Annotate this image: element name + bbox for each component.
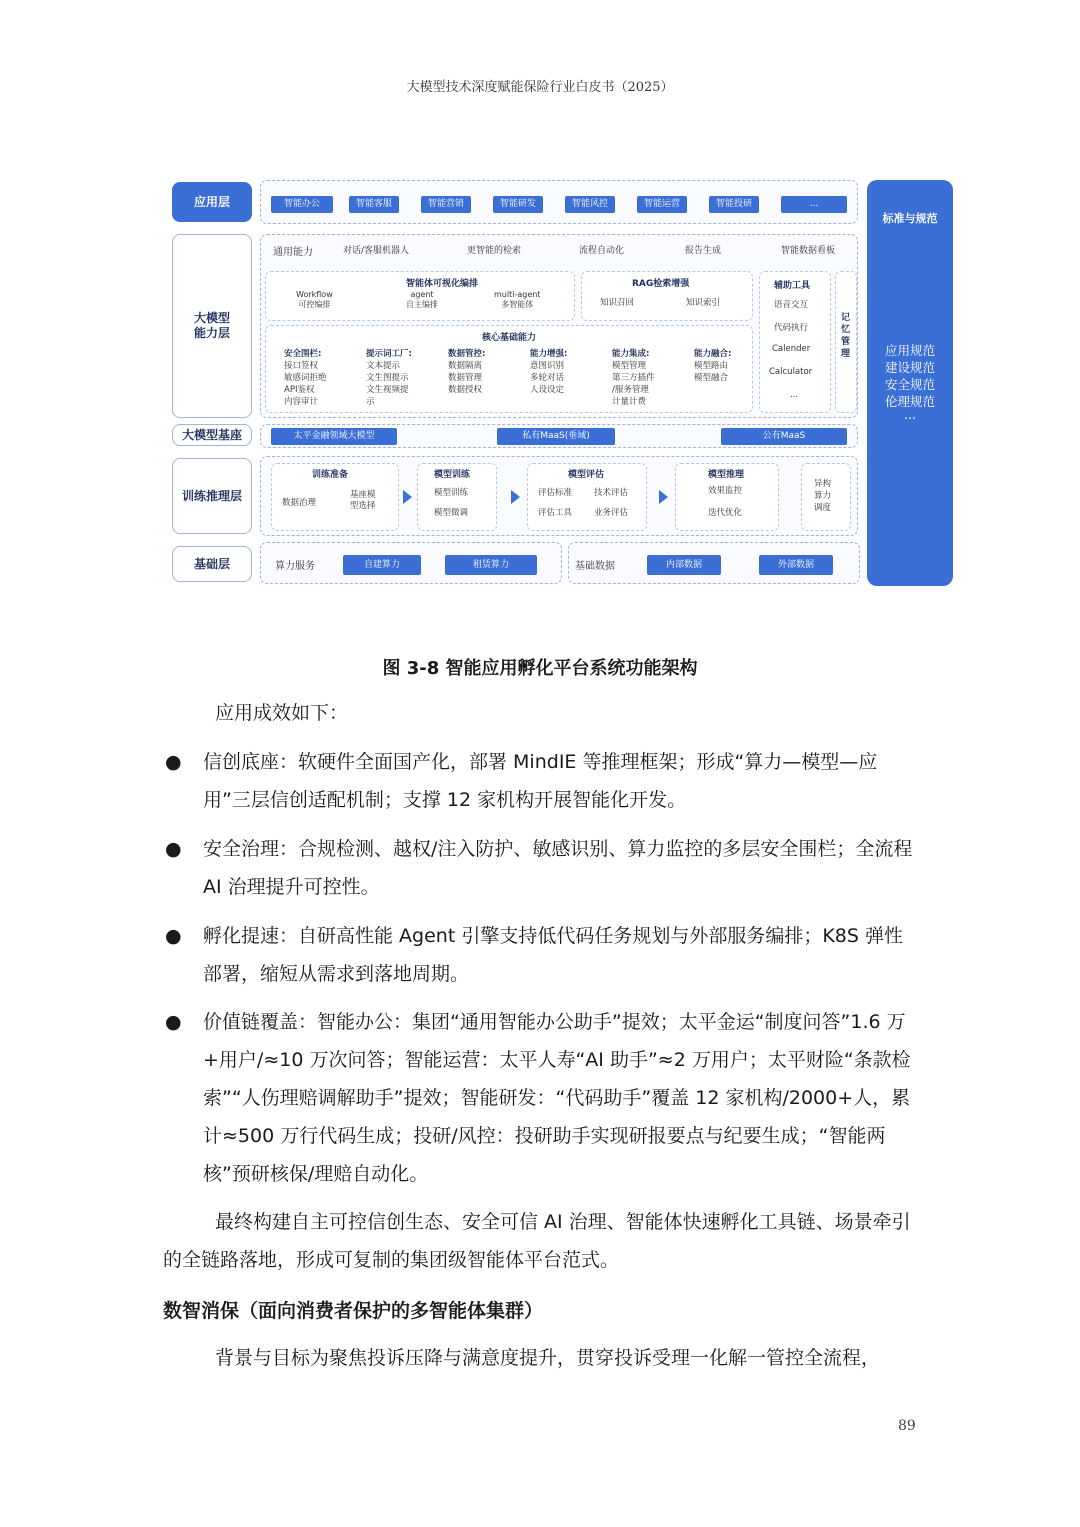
train-model-item: 模型训练 [434, 488, 469, 498]
bullet-item [163, 917, 918, 993]
train-eval-item: 业务评估 [594, 508, 629, 518]
train-model-item: 模型微调 [434, 508, 469, 518]
train-eval-title: 模型评估 [568, 470, 605, 480]
section-intro-paragraph: 背景与目标为聚焦投诉压降与满意度提升，贯穿投诉受理一化解一管控全流程， [215, 1347, 881, 1369]
standards-list [867, 342, 953, 420]
memory-box [835, 271, 857, 413]
layer-app-label: 应用层 [172, 182, 252, 222]
app-chip: 智能运营 [637, 196, 687, 213]
bullet-icon: ● [165, 925, 182, 947]
train-infer-item: 迭代优化 [708, 508, 743, 518]
train-prep-title: 训练准备 [312, 470, 349, 480]
train-prep-box [271, 463, 399, 531]
bullet-item [163, 1003, 918, 1193]
layer-infra-label: 基础层 [172, 546, 252, 582]
core-col-enhance: 能力增强: 意图识别 多轮对话 人设设定 [530, 349, 568, 395]
core-col-fusion: 能力融合: 模型路由 模型融合 [694, 349, 732, 383]
train-infer-box [675, 463, 779, 531]
general-label: 通用能力 [273, 247, 313, 258]
core-col-prompt: 提示词工厂: 文本提示 文生图提示 文生视频提 示 [366, 349, 412, 407]
general-item: 更智能的检索 [467, 246, 522, 256]
bullet-text: 价值链覆盖：智能办公：集团“通用智能办公助手”提效；太平金运“制度问答”1.6 万+用户/≈10 万次问答；智能运营：太平人寿“AI 助手”≈2 万用户；太平财险“条款检索”“人伤理赔调解助手”提效；智能研发：“代码助手”覆盖 12 家机构/2000+人，累计≈500 万行代码生成；投研/风控：投研助手实现研报要点与纪要生成；“智能两核”预研核保/理赔自动化。 [203, 1011, 911, 1185]
hetero-compute-box [801, 463, 851, 531]
train-infer-item: 效果监控 [708, 486, 743, 496]
page-number: 89 [898, 1418, 916, 1434]
rag-title: RAG检索增强 [632, 279, 690, 289]
train-model-title: 模型训练 [434, 470, 471, 480]
conclusion-paragraph: 最终构建自主可控信创生态、安全可信 AI 治理、智能体快速孵化工具链、场景牵引的全链路落地，形成可复制的集团级智能体平台范式。 [163, 1211, 911, 1271]
tool-item: Calender [772, 344, 811, 354]
compute-label: 算力服务 [275, 561, 315, 572]
standards-item: 安全规范 [884, 377, 935, 392]
app-chip: 智能研发 [493, 196, 543, 213]
core-title: 核心基础能力 [482, 333, 537, 343]
train-prep-item: 数据治理 [282, 498, 317, 508]
bullet-icon: ● [165, 838, 182, 860]
arrow-icon [511, 490, 520, 504]
app-chip: 智能客服 [349, 196, 399, 213]
app-chip: 智能风控 [565, 196, 615, 213]
standards-title: 标准与规范 [882, 212, 938, 225]
base-chip: 公有MaaS [721, 428, 847, 445]
standards-item: ... [904, 407, 916, 422]
general-item: 报告生成 [685, 246, 722, 256]
train-eval-item: 评估标准 [538, 488, 573, 498]
layer-model-ability-label: 大模型 能力层 [172, 234, 252, 418]
bullet-text: 孵化提速：自研高性能 Agent 引擎支持低代码任务规划与外部服务编排；K8S 弹性部署，缩短从需求到落地周期。 [203, 925, 903, 985]
agent-orchestration-box [265, 271, 575, 321]
model-base-row [260, 424, 858, 448]
bullet-text: 安全治理：合规检测、越权/注入防护、敏感识别、算力监控的多层安全围栏；全流程 AI 治理提升可控性。 [203, 838, 913, 898]
app-row [260, 180, 858, 224]
architecture-diagram [170, 178, 960, 590]
agent-multi: multi-agent 多智能体 [494, 290, 541, 309]
app-chip: 智能投研 [709, 196, 759, 213]
train-eval-item: 评估工具 [538, 508, 573, 518]
data-chip: 内部数据 [647, 555, 721, 575]
figure-caption: 图 3-8 智能应用孵化平台系统功能架构 [382, 658, 698, 679]
core-col-data: 数据管控: 数据隔离 数据管理 数据授权 [448, 349, 486, 395]
train-row [260, 456, 858, 536]
tool-item: 代码执行 [774, 323, 809, 333]
core-col-integrate: 能力集成: 模型管理 第三方插件 /服务管理 计量计费 [612, 349, 655, 407]
train-eval-item: 技术评估 [594, 488, 629, 498]
bullet-icon: ● [165, 1011, 182, 1033]
compute-chip: 租赁算力 [445, 555, 537, 575]
rag-item: 知识召回 [600, 298, 635, 308]
tools-box [759, 271, 831, 413]
compute-row [260, 542, 562, 584]
arrow-icon [659, 490, 668, 504]
tools-title: 辅助工具 [774, 281, 811, 291]
train-prep-item: 基座模 型选择 [350, 490, 376, 511]
tool-item: ... [790, 390, 799, 400]
standards-item: 建设规范 [884, 360, 935, 375]
arrow-icon [403, 490, 412, 504]
section-heading: 数智消保（面向消费者保护的多智能体集群） [163, 1300, 544, 1322]
bullet-icon: ● [165, 751, 182, 773]
rag-box [581, 271, 753, 321]
general-item: 流程自动化 [579, 246, 625, 256]
layer-train-label: 训练推理层 [172, 458, 252, 534]
train-model-box [417, 463, 497, 531]
train-infer-title: 模型推理 [708, 470, 745, 480]
bullet-item [163, 743, 918, 819]
compute-chip: 自建算力 [343, 555, 421, 575]
tool-item: 语音交互 [774, 300, 809, 310]
layer-model-base-label: 大模型基座 [172, 424, 252, 446]
core-box [265, 325, 753, 413]
general-item: 对话/客服机器人 [343, 246, 410, 256]
agent-workflow: Workflow 可控编排 [296, 290, 333, 309]
tool-item: Calculator [769, 367, 813, 377]
app-chip: ... [781, 196, 847, 213]
standards-panel [867, 180, 953, 586]
model-ability-box [260, 234, 858, 418]
bullet-text: 信创底座：软硬件全面国产化，部署 MindIE 等推理框架；形成“算力—模型—应用”三层信创适配机制；支撑 12 家机构开展智能化开发。 [203, 751, 878, 811]
hetero-compute-label: 异构 算力 调度 [814, 479, 832, 513]
agent-title: 智能体可视化编排 [406, 279, 479, 289]
memory-label: 记忆管理 [841, 313, 851, 359]
standards-item: 应用规范 [884, 343, 935, 358]
standards-item: 伦理规范 [884, 394, 935, 409]
rag-item: 知识索引 [686, 298, 721, 308]
train-eval-box [527, 463, 647, 531]
app-chip: 智能办公 [271, 196, 333, 213]
running-header: 大模型技术深度赋能保险行业白皮书（2025） [406, 80, 674, 95]
base-chip: 太平金融领域大模型 [271, 428, 397, 445]
data-chip: 外部数据 [759, 555, 833, 575]
bullet-item [163, 830, 918, 906]
base-chip: 私有MaaS(垂域) [497, 428, 615, 445]
agent-autonomous: agent 自主编排 [406, 290, 438, 309]
app-chip: 智能营销 [421, 196, 471, 213]
intro-paragraph: 应用成效如下： [215, 702, 349, 724]
core-col-safety: 安全围栏: 接口签权 敏感词拒绝 API鉴权 内容审计 [284, 349, 327, 407]
data-row [568, 542, 860, 584]
general-item: 智能数据看板 [781, 246, 836, 256]
data-label: 基础数据 [575, 561, 615, 572]
